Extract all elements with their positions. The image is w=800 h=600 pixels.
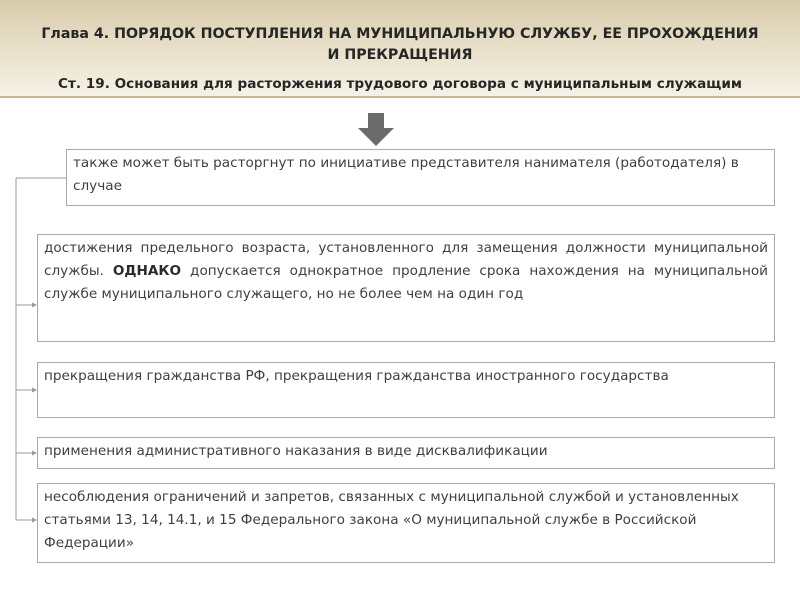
condition-text-age-limit-main: достижения предельного возраста, установленного для замещения должности муниципальной службы. [44, 240, 768, 279]
article-subtitle: Ст. 19. Основания для расторжения трудового договора с муниципальным служащим [58, 76, 742, 92]
condition-box-restrictions [37, 483, 775, 563]
root-condition-box [66, 149, 775, 206]
condition-box-age-limit [37, 234, 775, 342]
emphasis-however: ОДНАКО [112, 263, 182, 279]
chapter-title-line2: И ПРЕКРАЩЕНИЯ [327, 47, 473, 63]
condition-box-disqualification [37, 437, 775, 469]
root-condition-text: также может быть расторгнут по инициативе представителя нанимателя (работодателя) в случае [73, 155, 739, 194]
condition-text-disqualification: применения административного наказания в виде дисквалификации [44, 443, 548, 459]
chapter-title-line1: Глава 4. ПОРЯДОК ПОСТУПЛЕНИЯ НА МУНИЦИПАЛЬНУЮ СЛУЖБУ, ЕЕ ПРОХОЖДЕНИЯ [41, 26, 759, 42]
condition-box-citizenship [37, 362, 775, 418]
condition-text-age-limit [44, 237, 768, 306]
condition-text-citizenship: прекращения гражданства РФ, прекращения гражданства иностранного государства [44, 368, 669, 384]
condition-text-restrictions: несоблюдения ограничений и запретов, связанных с муниципальной службой и установленных статьями 13, 14, 14.1, и 15 Федерального закона «О муниципальной службе в Российской Федерации» [44, 489, 739, 551]
condition-text-age-limit-extension: допускается однократное продление срока нахождения на муниципальной службе муниципального служащего, но не более чем на один год [44, 263, 768, 302]
